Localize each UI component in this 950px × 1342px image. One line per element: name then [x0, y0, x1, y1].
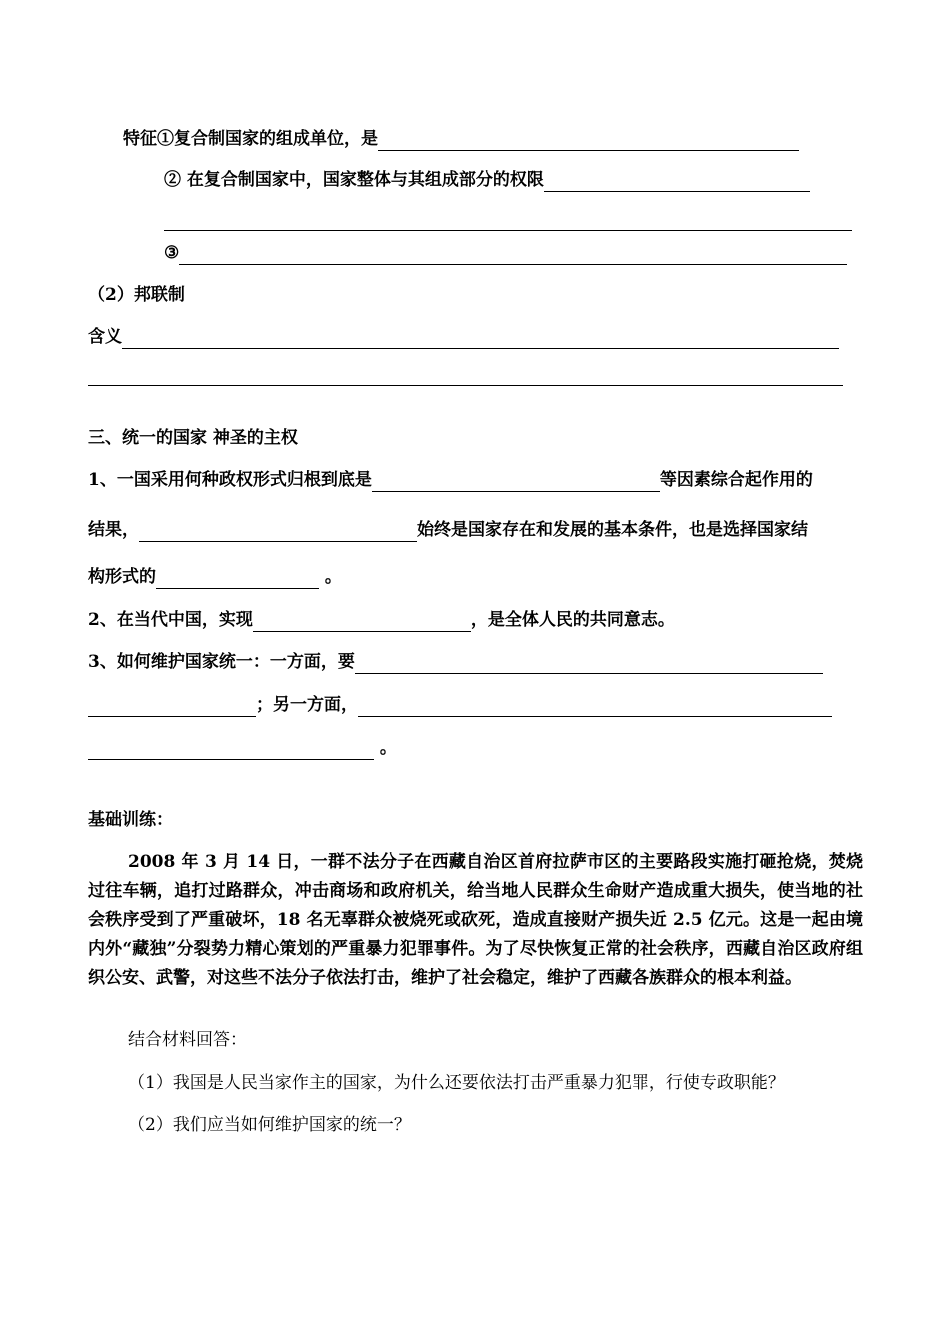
q3-text-b: ；另一方面，	[256, 695, 358, 715]
feature-2-text: ② 在复合制国家中，国家整体与其组成部分的权限	[164, 170, 544, 190]
feature-2-continuation-blank[interactable]	[164, 230, 852, 231]
feature-3-text: ③	[164, 243, 180, 263]
meaning-continuation-blank[interactable]	[88, 385, 843, 386]
training-question-2: （2）我们应当如何维护国家的统一？	[128, 1115, 411, 1135]
q3-line-2	[88, 693, 832, 717]
training-question-1: （1）我国是人民当家作主的国家，为什么还要依法打击严重暴力犯罪，行使专政职能？	[128, 1073, 785, 1093]
q3-blank-1[interactable]	[355, 655, 823, 674]
q1-text-f: 。	[319, 567, 342, 587]
q1-line-3	[88, 565, 342, 589]
meaning-label: 含义	[88, 327, 122, 347]
q3-text-a: 3、如何维护国家统一：一方面，要	[88, 652, 355, 672]
q1-text-b: 等因素综合起作用的	[659, 470, 813, 490]
q1-blank-1[interactable]	[372, 473, 660, 492]
q1-blank-2[interactable]	[139, 523, 417, 542]
feature-3-line	[164, 241, 847, 265]
q1-text-c: 结果，	[88, 520, 139, 540]
feature-3-blank[interactable]	[179, 246, 847, 265]
feature-1-blank[interactable]	[378, 132, 799, 151]
q2-text-b: ，是全体人民的共同意志。	[470, 610, 675, 630]
q1-text-e: 构形式的	[88, 567, 156, 587]
q3-blank-4[interactable]	[88, 741, 374, 760]
confederation-heading: （2）邦联制	[88, 285, 185, 305]
q1-text-d: 始终是国家存在和发展的基本条件，也是选择国家结	[417, 520, 808, 540]
meaning-line	[88, 325, 839, 349]
section-3-heading: 三、统一的国家 神圣的主权	[88, 428, 298, 448]
q1-line-2	[88, 518, 808, 542]
q3-blank-2[interactable]	[88, 698, 256, 717]
q2-blank[interactable]	[253, 613, 471, 632]
training-prompt: 结合材料回答：	[128, 1030, 247, 1050]
feature-1-line	[123, 127, 799, 151]
q2-line	[88, 608, 675, 632]
q3-line-1	[88, 650, 823, 674]
q1-blank-3[interactable]	[156, 570, 319, 589]
training-heading: 基础训练：	[88, 810, 173, 830]
q2-text-a: 2、在当代中国，实现	[88, 610, 253, 630]
feature-2-blank[interactable]	[544, 173, 810, 192]
meaning-blank[interactable]	[122, 330, 839, 349]
q3-text-c: 。	[374, 738, 397, 758]
q1-text-a: 1、一国采用何种政权形式归根到底是	[88, 470, 372, 490]
q1-line-1	[88, 468, 813, 492]
q3-blank-3[interactable]	[358, 698, 832, 717]
feature-1-text: 特征①复合制国家的组成单位，是	[123, 129, 378, 149]
feature-2-line	[164, 168, 810, 192]
training-material: 2008 年 3 月 14 日，一群不法分子在西藏自治区首府拉萨市区的主要路段实施打砸抢烧，焚烧过往车辆，追打过路群众，冲击商场和政府机关，给当地人民群众生命财产造成重大损失，使当地的社会秩序受到了严重破坏，18 名无辜群众被烧死或砍死，造成直接财产损失近 2.5 亿元。这是一起由境内外“藏独”分裂势力精心策划的严重暴力犯罪事件。为了尽快恢复正常的社会秩序，西藏自治区政府组织公安、武警，对这些不法分子依法打击，维护了社会稳定，维护了西藏各族群众的根本利益。	[88, 852, 863, 988]
q3-line-3	[88, 736, 397, 760]
